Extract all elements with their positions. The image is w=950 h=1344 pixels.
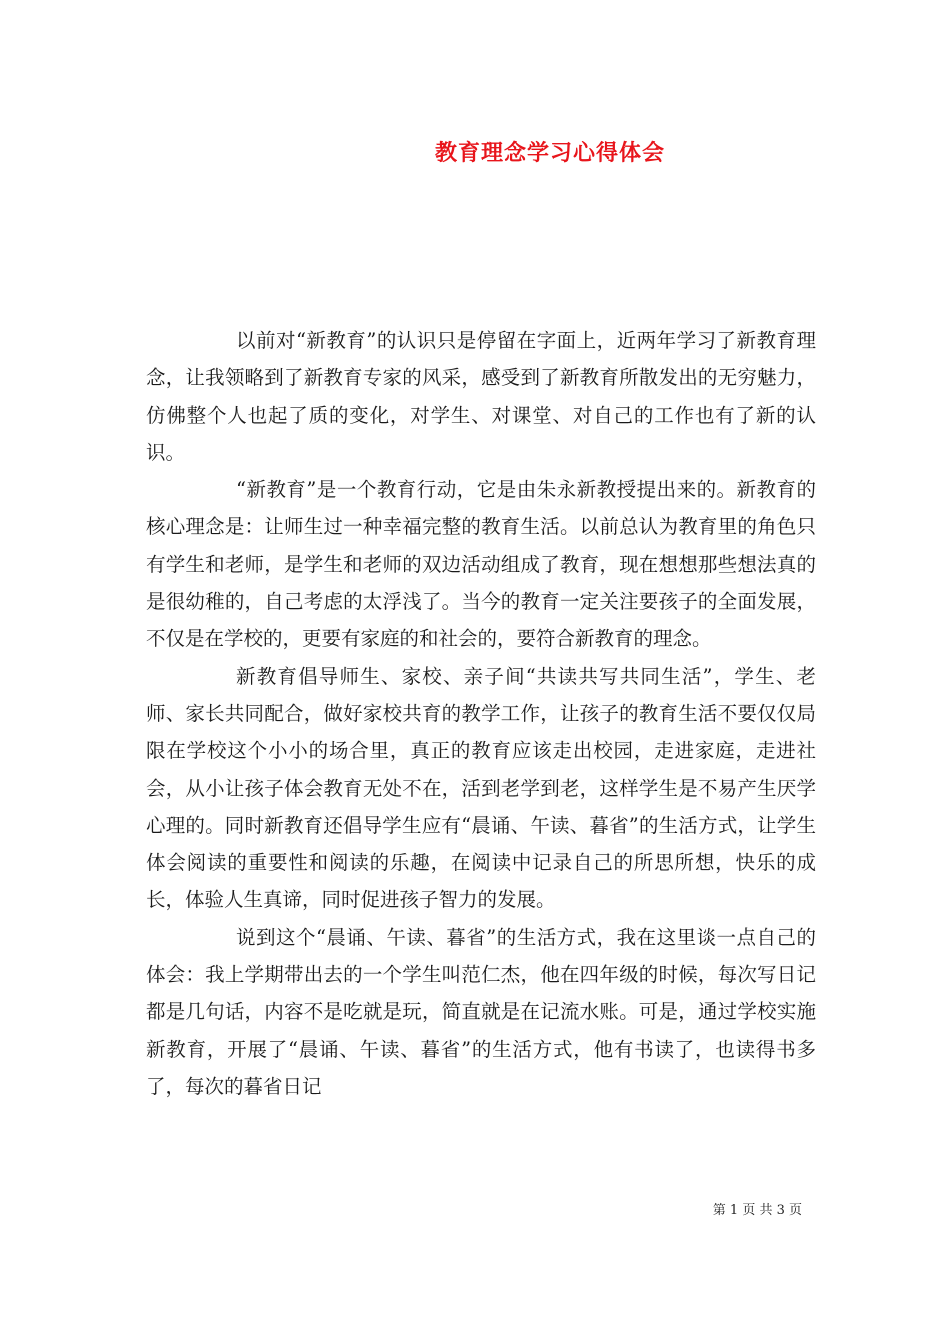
paragraph-2: “新教育”是一个教育行动，它是由朱永新教授提出来的。新教育的核心理念是：让师生过一种幸福完整的教育生活。以前总认为教育里的角色只有学生和老师，是学生和老师的双边活动组成了教育，现在想想那些想法真的是很幼稚的，自己考虑的太浮浅了。当今的教育一定关注要孩子的全面发展，不仅是在学校的，更要有家庭的和社会的，要符合新教育的理念。 [146,478,816,651]
paragraph-3: 新教育倡导师生、家校、亲子间“共读共写共同生活”，学生、老师、家长共同配合，做好家校共育的教学工作，让孩子的教育生活不要仅仅局限在学校这个小小的场合里，真正的教育应该走出校园，走进家庭，走进社会，从小让孩子体会教育无处不在，活到老学到老，这样学生是不易产生厌学心理的。同时新教育还倡导学生应有“晨诵、午读、暮省”的生活方式，让学生体会阅读的重要性和阅读的乐趣，在阅读中记录自己的所思所想，快乐的成长，体验人生真谛，同时促进孩子智力的发展。 [146,664,816,912]
page-title: 教育理念学习心得体会 [434,140,665,166]
page-number-footer: 第 1 页 共 3 页 [712,1203,802,1218]
paragraph-1: 以前对“新教育”的认识只是停留在字面上，近两年学习了新教育理念，让我领略到了新教育专家的风采，感受到了新教育所散发出的无穷魅力，仿佛整个人也起了质的变化，对学生、对课堂、对自己的工作也有了新的认识。 [146,329,816,464]
paragraph-4: 说到这个“晨诵、午读、暮省”的生活方式，我在这里谈一点自己的体会：我上学期带出去的一个学生叫范仁杰，他在四年级的时候，每次写日记都是几句话，内容不是吃就是玩，简直就是在记流水账。可是，通过学校实施新教育，开展了“晨诵、午读、暮省”的生活方式，他有书读了，也读得书多了，每次的暮省日记 [146,925,816,1098]
document-body [146,322,816,1105]
